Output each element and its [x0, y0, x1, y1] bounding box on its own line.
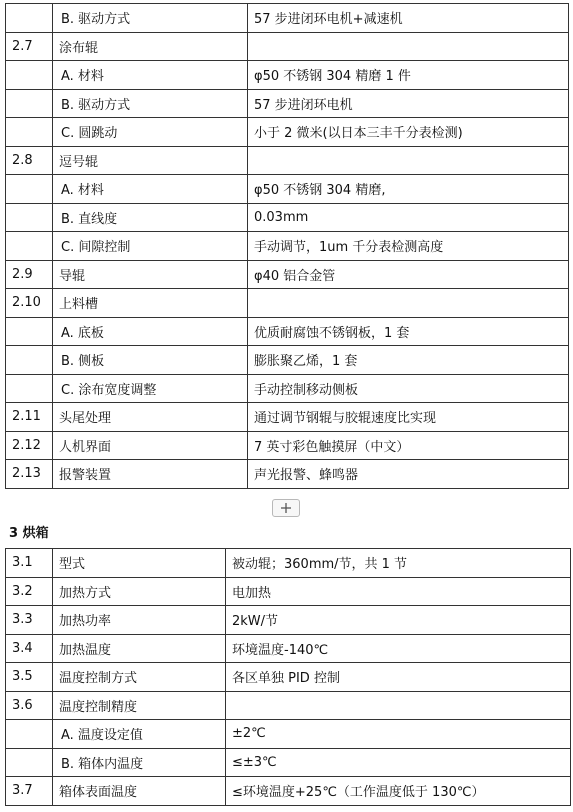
- cell-number: 2.7: [6, 32, 53, 61]
- cell-number: 2.9: [6, 260, 53, 289]
- spec-table-section-3: [5, 548, 571, 806]
- cell-number: [6, 232, 53, 261]
- table-row: [6, 720, 571, 749]
- cell-value: 电加热: [226, 577, 571, 606]
- cell-number: 2.12: [6, 431, 53, 460]
- cell-number: 2.10: [6, 289, 53, 318]
- table-row: [6, 549, 571, 578]
- table-row: [6, 374, 569, 403]
- cell-value: 各区单独 PID 控制: [226, 663, 571, 692]
- cell-number: [6, 118, 53, 147]
- cell-value: 环境温度-140℃: [226, 634, 571, 663]
- cell-item: 头尾处理: [53, 403, 248, 432]
- cell-item: 型式: [53, 549, 226, 578]
- cell-item: C. 涂布宽度调整: [53, 374, 248, 403]
- cell-item: 人机界面: [53, 431, 248, 460]
- cell-item: 逗号辊: [53, 146, 248, 175]
- cell-number: 3.5: [6, 663, 53, 692]
- cell-value: ≤环境温度+25℃（工作温度低于 130℃）: [226, 777, 571, 806]
- table-row: [6, 89, 569, 118]
- cell-item: 加热功率: [53, 606, 226, 635]
- cell-item: 报警装置: [53, 460, 248, 489]
- table-row: [6, 777, 571, 806]
- cell-item: A. 温度设定值: [53, 720, 226, 749]
- cell-value: 被动辊；360mm/节，共 1 节: [226, 549, 571, 578]
- cell-item: B. 直线度: [53, 203, 248, 232]
- table-row: [6, 577, 571, 606]
- cell-value: φ50 不锈钢 304 精磨 1 件: [248, 61, 569, 90]
- cell-number: [6, 61, 53, 90]
- table-row: [6, 634, 571, 663]
- cell-value: 57 步进闭环电机: [248, 89, 569, 118]
- table-row: [6, 346, 569, 375]
- cell-number: 2.13: [6, 460, 53, 489]
- cell-item: B. 驱动方式: [53, 4, 248, 33]
- cell-number: 3.4: [6, 634, 53, 663]
- table-row: [6, 32, 569, 61]
- cell-value: φ40 铝合金管: [248, 260, 569, 289]
- table-row: [6, 431, 569, 460]
- cell-number: 3.7: [6, 777, 53, 806]
- cell-item: 加热温度: [53, 634, 226, 663]
- cell-number: 2.8: [6, 146, 53, 175]
- cell-value: 声光报警、蜂鸣器: [248, 460, 569, 489]
- table-row: [6, 260, 569, 289]
- cell-item: 导辊: [53, 260, 248, 289]
- cell-value: ±2℃: [226, 720, 571, 749]
- cell-item: 温度控制方式: [53, 663, 226, 692]
- spec-table-section-2: [5, 3, 569, 489]
- cell-value: 57 步进闭环电机+减速机: [248, 4, 569, 33]
- table-row: [6, 61, 569, 90]
- section-heading-oven: 3 烘箱: [9, 526, 49, 541]
- cell-item: 温度控制精度: [53, 691, 226, 720]
- cell-item: A. 材料: [53, 61, 248, 90]
- table-row: [6, 748, 571, 777]
- cell-number: [6, 748, 53, 777]
- table-row: [6, 118, 569, 147]
- cell-value: 0.03mm: [248, 203, 569, 232]
- cell-item: C. 间隙控制: [53, 232, 248, 261]
- table-row: [6, 203, 569, 232]
- table-row: [6, 317, 569, 346]
- cell-value: 膨胀聚乙烯，1 套: [248, 346, 569, 375]
- cell-value: 手动调节，1um 千分表检测高度: [248, 232, 569, 261]
- cell-item: 涂布辊: [53, 32, 248, 61]
- table-row: [6, 146, 569, 175]
- table-row: [6, 175, 569, 204]
- cell-value: 通过调节钢辊与胶辊速度比实现: [248, 403, 569, 432]
- table-row: [6, 403, 569, 432]
- cell-value: [226, 691, 571, 720]
- table-row: [6, 4, 569, 33]
- cell-item: 上料槽: [53, 289, 248, 318]
- cell-value: 7 英寸彩色触摸屏（中文）: [248, 431, 569, 460]
- cell-number: 3.6: [6, 691, 53, 720]
- cell-item: A. 材料: [53, 175, 248, 204]
- cell-value: [248, 289, 569, 318]
- cell-item: B. 驱动方式: [53, 89, 248, 118]
- cell-number: [6, 203, 53, 232]
- cell-item: 箱体表面温度: [53, 777, 226, 806]
- cell-number: [6, 175, 53, 204]
- plus-icon: [280, 502, 292, 514]
- cell-item: A. 底板: [53, 317, 248, 346]
- table-row: [6, 232, 569, 261]
- cell-number: [6, 4, 53, 33]
- cell-item: B. 侧板: [53, 346, 248, 375]
- cell-item: 加热方式: [53, 577, 226, 606]
- cell-item: B. 箱体内温度: [53, 748, 226, 777]
- cell-item: C. 圆跳动: [53, 118, 248, 147]
- add-row-button[interactable]: [272, 499, 300, 517]
- cell-number: [6, 346, 53, 375]
- table-row: [6, 663, 571, 692]
- cell-number: 3.3: [6, 606, 53, 635]
- cell-number: 3.1: [6, 549, 53, 578]
- cell-number: [6, 374, 53, 403]
- cell-number: 3.2: [6, 577, 53, 606]
- table-row: [6, 606, 571, 635]
- cell-number: [6, 89, 53, 118]
- cell-number: 2.11: [6, 403, 53, 432]
- cell-value: 2kW/节: [226, 606, 571, 635]
- cell-number: [6, 317, 53, 346]
- cell-value: φ50 不锈钢 304 精磨,: [248, 175, 569, 204]
- cell-value: 优质耐腐蚀不锈钢板，1 套: [248, 317, 569, 346]
- table-row: [6, 691, 571, 720]
- cell-value: 小于 2 微米(以日本三丰千分表检测): [248, 118, 569, 147]
- cell-number: [6, 720, 53, 749]
- table-row: [6, 289, 569, 318]
- cell-value: ≤±3℃: [226, 748, 571, 777]
- table-row: [6, 460, 569, 489]
- cell-value: [248, 146, 569, 175]
- cell-value: [248, 32, 569, 61]
- cell-value: 手动控制移动侧板: [248, 374, 569, 403]
